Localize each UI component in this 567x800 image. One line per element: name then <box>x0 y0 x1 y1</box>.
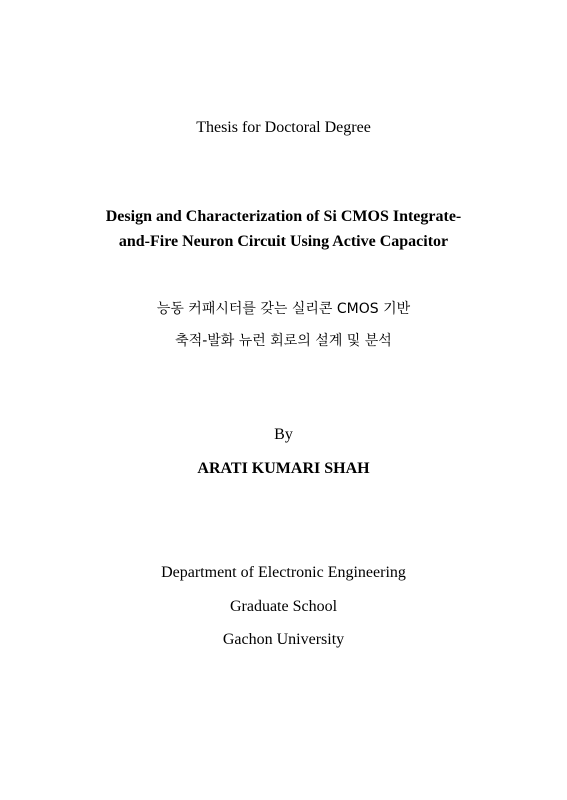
author-name: ARATI KUMARI SHAH <box>197 460 370 477</box>
by-label: By <box>274 426 293 443</box>
school-name: Graduate School <box>229 598 338 615</box>
korean-title-line-2: 축적-발화 뉴런 회로의 설계 및 분석 <box>175 333 392 349</box>
degree-type: Thesis for Doctoral Degree <box>196 119 371 136</box>
english-title-line-2: and-Fire Neuron Circuit Using Active Capacitor <box>118 233 449 250</box>
korean-title-line-1: 능동 커패시터를 갖는 실리콘 CMOS 기반 <box>156 301 411 317</box>
department-name: Department of Electronic Engineering <box>161 564 406 581</box>
english-title-line-1: Design and Characterization of Si CMOS Integrate- <box>105 208 462 225</box>
university-name: Gachon University <box>222 631 345 648</box>
